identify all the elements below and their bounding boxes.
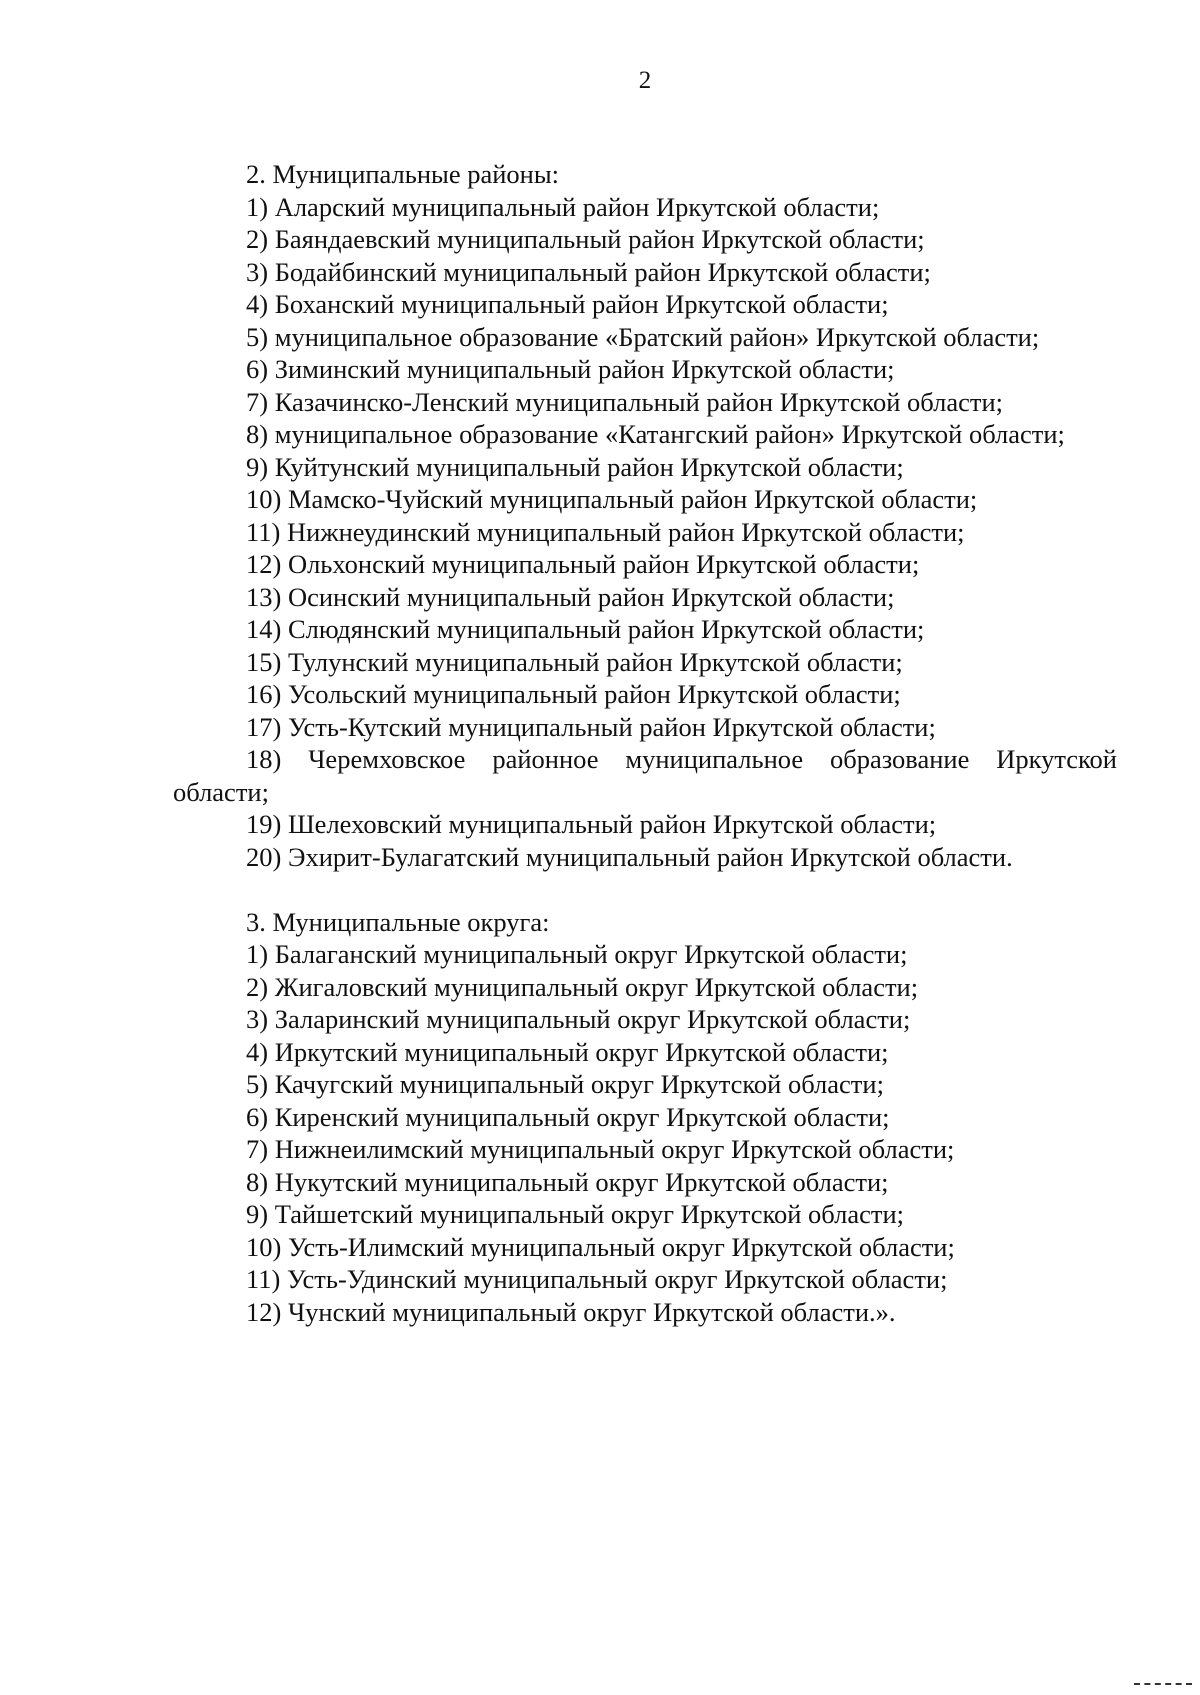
list-item: 15) Тулунский муниципальный район Иркутской области; [246, 646, 903, 677]
list-item: 13) Осинский муниципальный район Иркутской области; [246, 581, 895, 612]
page-number: 2 [638, 67, 652, 94]
list-item: 1) Аларский муниципальный район Иркутской области; [246, 191, 880, 222]
list-item: 9) Тайшетский муниципальный округ Иркутской области; [246, 1199, 904, 1229]
list-item: 1) Балаганский муниципальный округ Иркутской области; [246, 939, 908, 969]
okrugs-list [173, 938, 1117, 1328]
document-body [173, 158, 1117, 1328]
list-item: 3) Заларинский муниципальный округ Иркутской области; [246, 1004, 911, 1034]
list-item: 17) Усть-Кутский муниципальный район Иркутской области; [246, 711, 936, 742]
list-item: 5) Качугский муниципальный округ Иркутской области; [246, 1069, 884, 1099]
list-item: 19) Шелеховский муниципальный район Иркутской области; [246, 809, 937, 839]
districts-list [173, 191, 1117, 874]
list-item: 6) Зиминский муниципальный район Иркутской области; [246, 354, 895, 384]
list-item: 2) Жигаловский муниципальный округ Иркутской области; [246, 971, 919, 1002]
list-item: 10) Мамско-Чуйский муниципальный район Иркутской области; [246, 484, 978, 514]
list-item: 16) Усольский муниципальный район Иркутской области; [246, 679, 901, 709]
list-item: 3) Бодайбинский муниципальный район Иркутской области; [246, 256, 931, 287]
list-item: 9) Куйтунский муниципальный район Иркутской области; [246, 451, 904, 482]
list-item: 2) Баяндаевский муниципальный район Иркутской области; [246, 224, 925, 254]
scan-edge-mark [1134, 1683, 1192, 1691]
list-item: 8) муниципальное образование «Катангский район» Иркутской области; [246, 419, 1065, 449]
list-item: 20) Эхирит-Булагатский муниципальный район Иркутской области. [246, 841, 1013, 872]
section-spacer [173, 873, 1117, 906]
list-item: 6) Киренский муниципальный округ Иркутской области; [246, 1101, 890, 1132]
list-item: 14) Слюдянский муниципальный район Иркутской области; [246, 614, 925, 644]
list-item: 4) Иркутский муниципальный округ Иркутской области; [246, 1036, 889, 1067]
list-item: 7) Казачинско-Ленский муниципальный район Иркутской области; [246, 386, 1003, 417]
list-item: 8) Нукутский муниципальный округ Иркутской области; [246, 1166, 889, 1197]
list-item-18-line1: 18) Черемховское районное муниципальное образование Иркутской [246, 744, 1117, 774]
list-item: 12) Ольхонский муниципальный район Иркутской области; [246, 549, 920, 579]
list-item: 4) Боханский муниципальный район Иркутской области; [246, 289, 889, 319]
section-heading-districts: 2. Муниципальные районы: [246, 159, 560, 189]
list-item: 5) муниципальное образование «Братский район» Иркутской области; [246, 321, 1040, 352]
section-heading-okrugs: 3. Муниципальные округа: [246, 906, 550, 937]
list-item: 12) Чунский муниципальный округ Иркутской области.». [246, 1296, 896, 1327]
list-item: 11) Нижнеудинский муниципальный район Иркутской области; [246, 516, 965, 547]
list-item: 10) Усть-Илимский муниципальный округ Иркутской области; [246, 1231, 955, 1262]
list-item: 11) Усть-Удинский муниципальный округ Иркутской области; [246, 1264, 948, 1294]
list-item-18-line2: области; [173, 776, 269, 807]
list-item: 7) Нижнеилимский муниципальный округ Иркутской области; [246, 1134, 955, 1164]
